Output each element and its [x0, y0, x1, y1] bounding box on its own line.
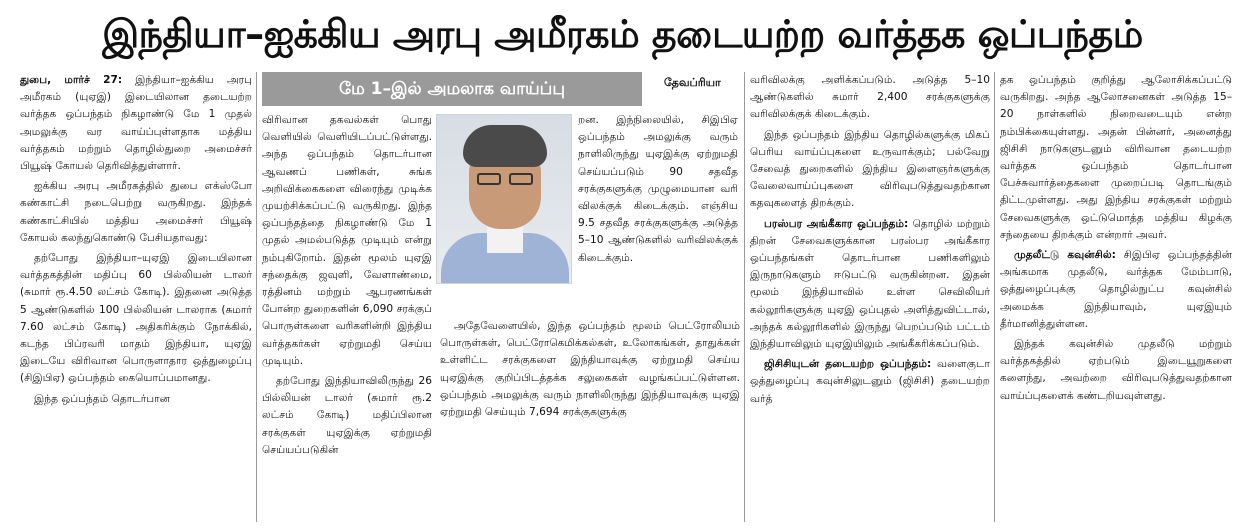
paragraph-text: சிஇபிஏ ஒப்பந்தத்தின் அங்கமாக முதலீடு, வர்த்தக மேம்பாடு, ஒத்துழைப்புக்கு தொழில்நுட்ப கவுன்சில் அமைக்க இந்தியாவும், யுஏஇயும் தீர்மானித்துள்ளன. [1000, 249, 1232, 330]
subhead-banner: மே 1–இல் அமலாக வாய்ப்பு [262, 72, 642, 106]
article-column-5 [1000, 72, 1232, 522]
column-divider [744, 72, 745, 522]
article-column-3-bottom [440, 318, 740, 522]
paragraph: தற்போது இந்தியா–யுஏஇ இடையிலான வர்த்தகத்தின் மதிப்பு 60 பில்லியன் டாலர் (சுமார் ரூ.4.50 லட்சம் கோடி). இதனை அடுத்த 5 ஆண்டுகளில் 100 பில்லியன் டாலராக (சுமார் 7.60 லட்சம் கோடி) அதிகரிக்கும் நோக்கில், கடந்த பிப்ரவரி மாதம் இந்தியா, யுஏஇ இடையே விரிவான பொருளாதார ஒத்துழைப்பு (சிஇபிஏ) ஒப்பந்தம் கையொப்பமானது. [20, 252, 252, 385]
minister-photo [436, 114, 572, 284]
paragraph: இந்த ஒப்பந்தம் தொடர்பான [34, 392, 170, 405]
paragraph: றன. இந்நிலையில், சிஇபிஏ ஒப்பந்தம் அமலுக்கு வரும் நாளிலிருந்து யுஏஇக்கு ஏற்றுமதி செய்யப்படும் 90 சதவீத சரக்குகளுக்கு முழுமையான வரி விலக்குக் கிடைக்கும். எஞ்சிய 9.5 சதவீத சரக்குகளுக்கு அடுத்த 5–10 ஆண்டுகளில் வரிவிலக்குக் கிடைக்கும். [578, 114, 738, 264]
paragraph: இந்தக் கவுன்சில் முதலீடு மற்றும் வர்த்தகத்தில் ஏற்படும் இடையூறுகளை களைந்து, அவற்றை விரிவுபடுத்துவதற்கான வாய்ப்புகளைக் கண்டறியவுள்ளது. [1000, 338, 1232, 402]
paragraph: ஐக்கிய அரபு அமீரகத்தில் துபை எக்ஸ்போ கண்காட்சி நடைபெற்று வருகிறது. இந்தக் கண்காட்சியில் மத்திய அமைச்சர் பியூஷ் கோயல் கலந்துகொண்டு பேசியதாவது: [20, 180, 252, 244]
paragraph [1000, 247, 1232, 333]
paragraph: இந்த ஒப்பந்தம் இந்திய தொழில்களுக்கு மிகப் பெரிய வாய்ப்புகளை உருவாக்கும்; பல்வேறு சேவைத் துறைகளில் இந்திய இளைஞர்களுக்கு வேலைவாய்ப்புகளை விரிவுபடுத்துவதற்கான கதவுகளைத் திறக்கும். [750, 128, 990, 210]
dateline: துபை, மார்ச் 27: [20, 74, 123, 86]
column-divider [256, 72, 257, 522]
paragraph-text: தொழில் மற்றும் திறன் சேவைகளுக்கான பரஸ்பர அங்கீகார ஒப்பந்தங்கள் தொடர்பான பணிகளிலும் இருநாடுகளும் ஈடுபட்டு வருகின்றன. இதன் மூலம் இந்தியாவில் உள்ள செவிலியர் கல்லூரிகளுக்கு யுஏஇ ஒப்புதல் அளித்துவிட்டால், அந்தக் கல்லூரிகளில் இருந்து பெறப்படும் பட்டம் இந்தியாவிலும் யுஏஇயிலும் அங்கீகரிக்கப்படும். [750, 217, 990, 351]
article-column-1 [20, 72, 252, 522]
article-column-4 [750, 72, 990, 522]
paragraph: தக ஒப்பந்தம் குறித்து ஆலோசிக்கப்பட்டு வருகிறது. அந்த ஆலோசனைகள் அடுத்த 15–20 நாள்களில் நிறைவடையும் என்ற நம்பிக்கையுள்ளது. அதன் பின்னர், அனைத்து ஜிசிசி நாடுகளுடனும் விரிவான தடையற்ற வர்த்தக ஒப்பந்தம் தொடர்பான பேச்சுவார்த்தைகளை முறைப்படி தொடங்கும் திட்டமுள்ளது. அது இந்திய சரக்குகள் மற்றும் சேவைகளுக்கு ஒட்டுமொத்த மத்திய கிழக்கு சந்தையை திறக்கும் என்றார் அவர். [1000, 74, 1232, 241]
paragraph: விரிவான தகவல்கள் பொது வெளியில் வெளியிடப்பட்டுள்ளது. அந்த ஒப்பந்தம் தொடர்பான ஆவணப் பணிகள், சுங்க அறிவிக்கைகளை விரைந்து முடிக்க முயற்சிக்கப்பட்டு வருகிறது. இந்த ஒப்பந்தத்தை நிகழாண்டு மே 1 முதல் அமல்படுத்த முடியும் என்று நம்புகிறோம். இதன் மூலம் யுஏஇ சந்தைக்கு ஜவுளி, வேளாண்மை, ரத்தினம் மற்றும் ஆபரணங்கள் போன்ற துறைகளின் 6,090 சரக்குப் பொருள்களை வரிகளின்றி இந்திய வர்த்தகர்கள் ஏற்றுமதி செய்ய முடியும். [262, 114, 432, 367]
byline: தேவப்ரியா [664, 76, 721, 89]
article-column-2 [262, 112, 432, 522]
paragraph [20, 72, 252, 175]
paragraph [750, 216, 990, 354]
paragraph: அதேவேளையில், இந்த ஒப்பந்தம் மூலம் பெட்ரோலியம் பொருள்கள், பெட்ரோகெமிக்கல்கள், உலோகங்கள், தாதுக்கள் உள்ளிட்ட சரக்குகளை இந்தியாவுக்கு ஏற்றுமதி செய்ய யுஏஇக்கு குறிப்பிடத்தக்க சலுகைகள் வழங்கப்பட்டுள்ளன. ஒப்பந்தம் அமலுக்கு வரும் நாளிலிருந்து இந்தியாவுக்கு யுஏஇ ஏற்றுமதி செய்யும் 7,694 சரக்குகளுக்கு [440, 320, 740, 419]
paragraph [750, 356, 990, 408]
photo-glasses [477, 173, 501, 185]
article-column-3-top [578, 112, 738, 318]
paragraph: தற்போது இந்தியாவிலிருந்து 26 பில்லியன் டாலர் (சுமார் ரூ.2 லட்சம் கோடி) மதிப்பிலான சரக்குகள் யுஏஇக்கு ஏற்றுமதி செய்யப்படுகின் [262, 375, 432, 456]
headline: இந்தியா–ஐக்கிய அரபு அமீரகம் தடையற்ற வர்த்தக ஒப்பந்தம் [102, 12, 1143, 56]
paragraph-text: இந்தியா–ஐக்கிய அரபு அமீரகம் (யுஏஇ) இடையிலான தடையற்ற வர்த்தக ஒப்பந்தம் நிகழாண்டு மே 1 முதல் அமலுக்கு வர வாய்ப்புள்ளதாக மத்திய வர்த்தகம் மற்றும் தொழில்துறை அமைச்சர் பியூஷ் கோயல் தெரிவித்துள்ளார். [20, 74, 252, 173]
photo-glasses [509, 173, 533, 185]
section-subheading: ஜிசிசியுடன் தடையற்ற ஒப்பந்தம்: [764, 358, 932, 371]
paragraph-text: வளைகுடா ஒத்துழைப்பு கவுன்சிலுடனும் (ஜிசிசி) தடையற்ற வர்த் [750, 358, 990, 405]
paragraph: வரிவிலக்கு அளிக்கப்படும். அடுத்த 5–10 ஆண்டுகளில் சுமார் 2,400 சரக்குகளுக்கு வரிவிலக்குக் கிடைக்கும். [750, 74, 990, 121]
photo-hair [463, 125, 547, 167]
column-divider [994, 72, 995, 522]
section-subheading: முதலீட்டு கவுன்சில்: [1014, 249, 1116, 262]
section-subheading: பரஸ்பர அங்கீகார ஒப்பந்தம்: [764, 217, 909, 230]
